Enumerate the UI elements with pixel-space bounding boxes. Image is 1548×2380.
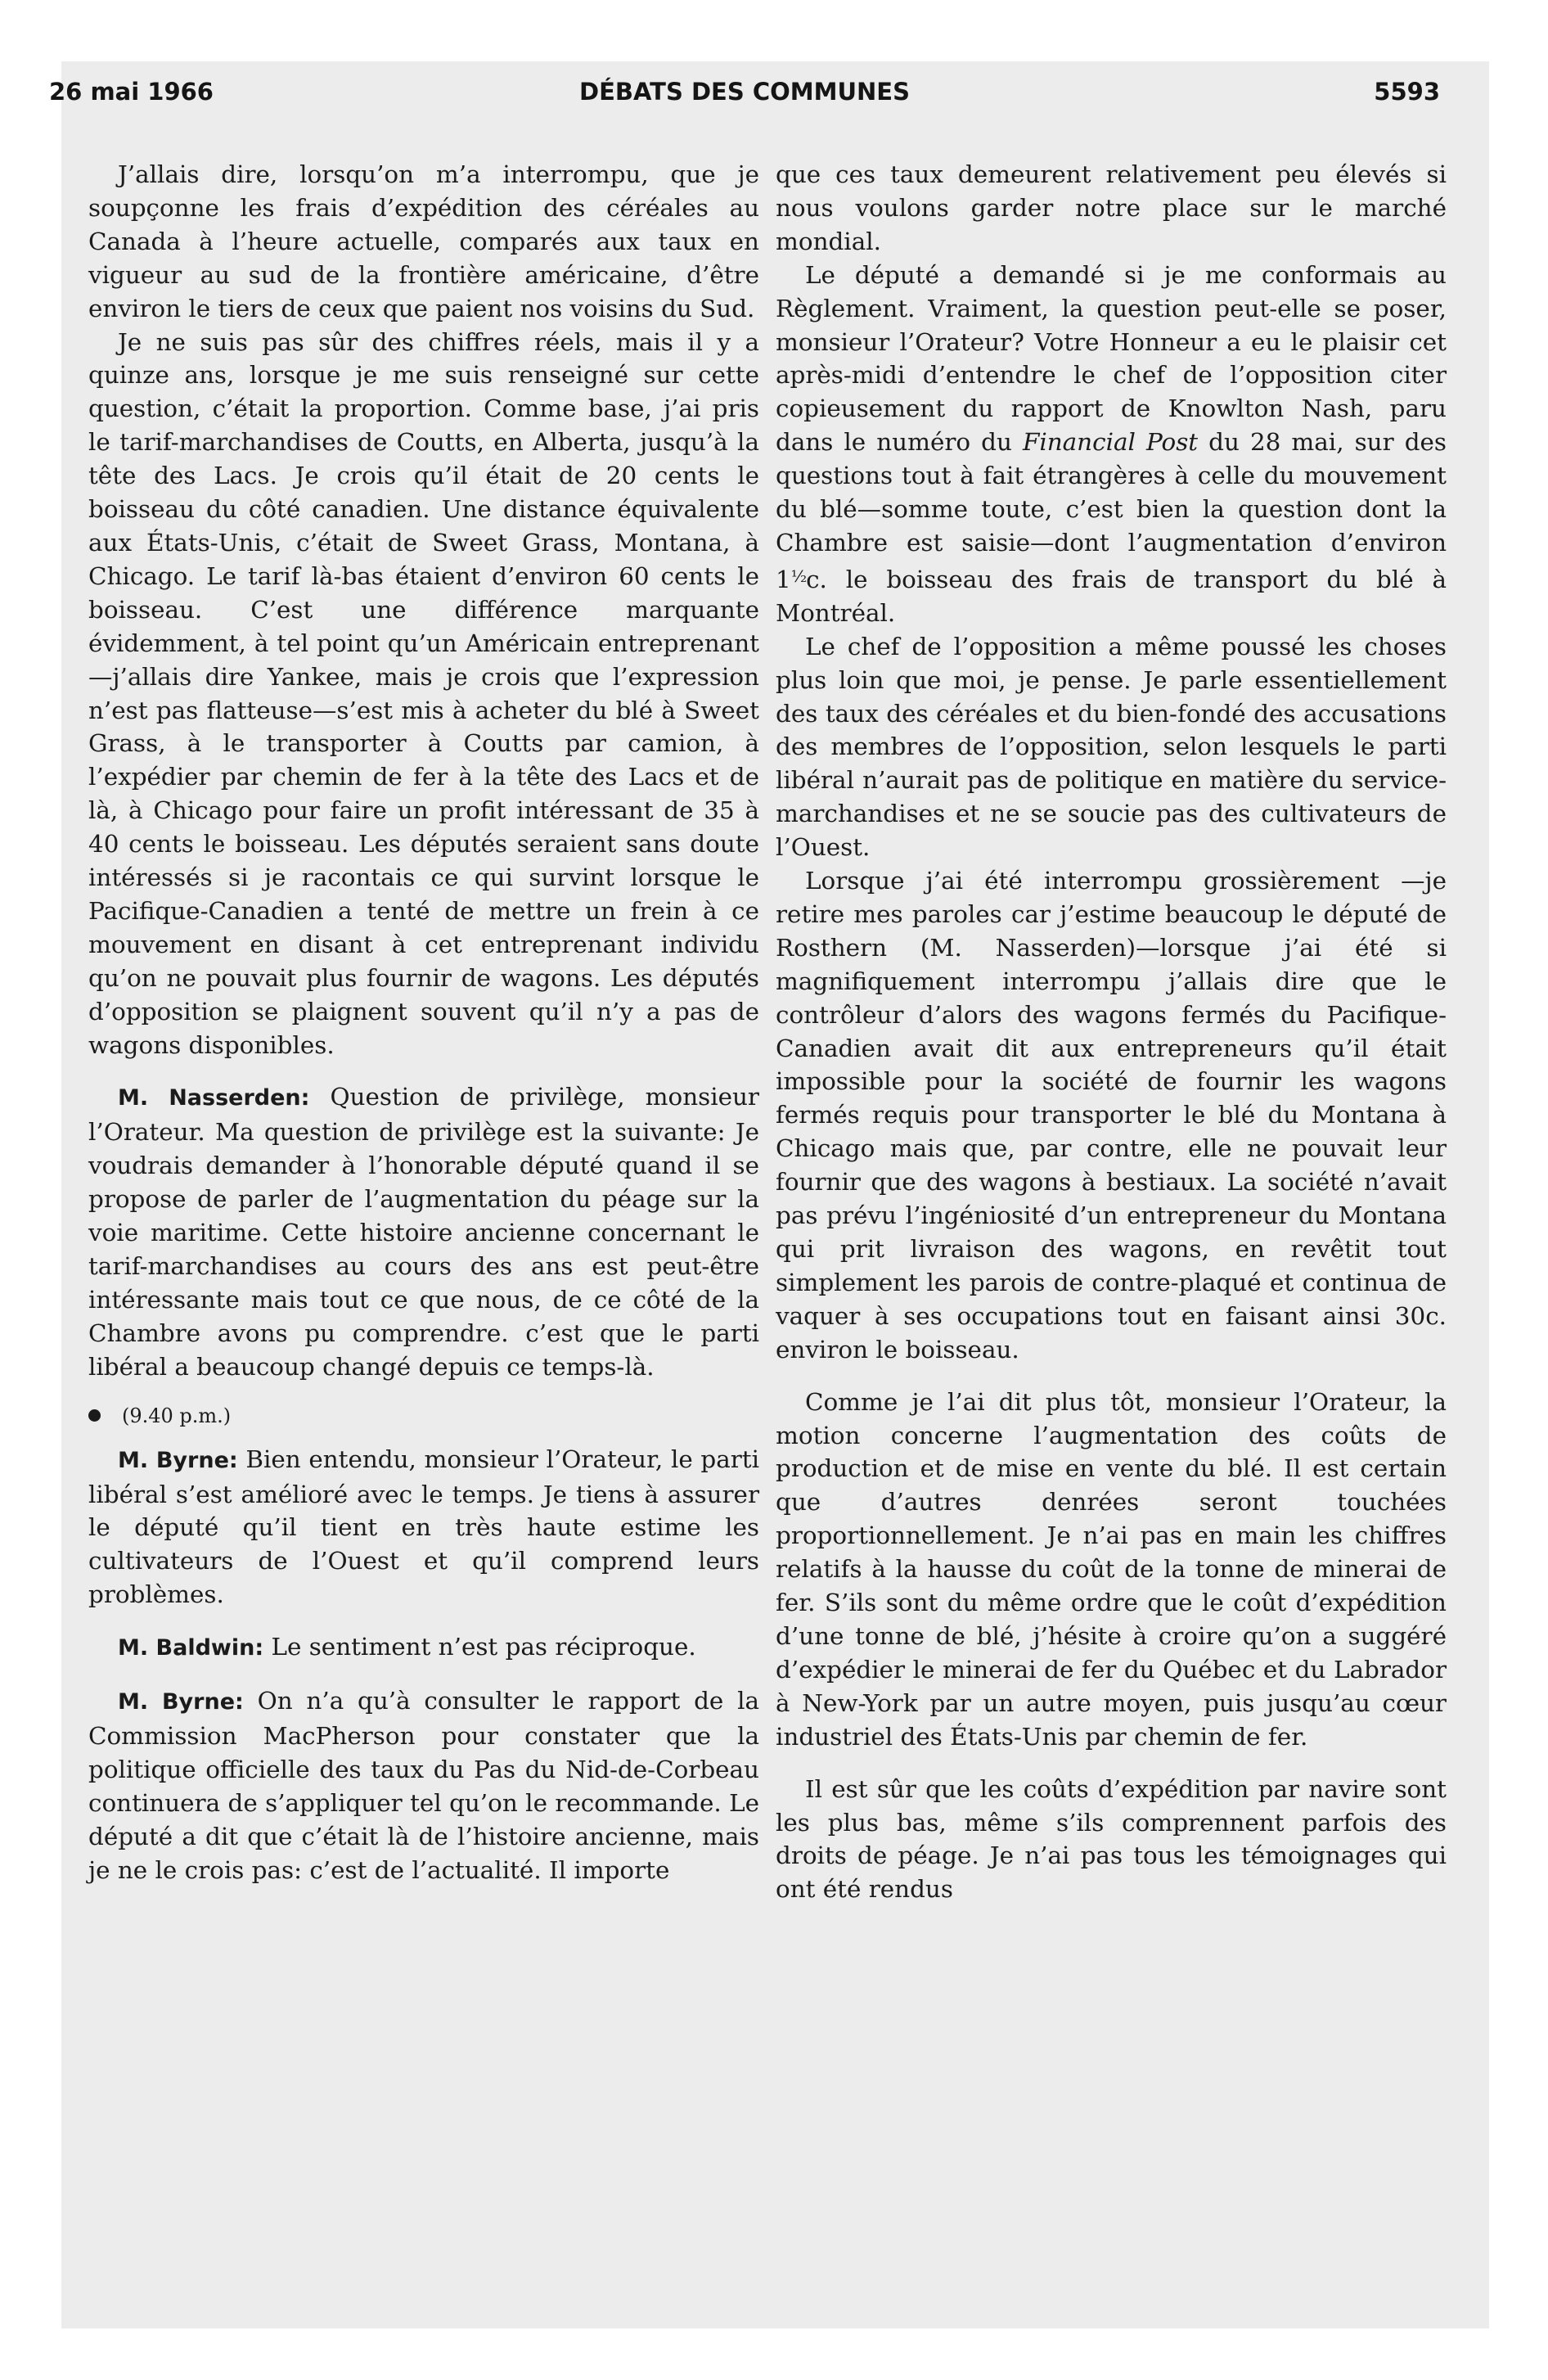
speech-text: Le sentiment n’est pas réciproque. <box>263 1633 696 1661</box>
paragraph-intro: J’allais dire, lorsqu’on m’a interrompu, que je soupçonne les frais d’expédition des céréales au Canada à l’heure actuelle, comparés aux taux en vigueur au sud de la frontière américaine, d’être environ le tiers de ceux que paient nos voisins du Sud. <box>88 160 759 322</box>
paragraph-motion: Comme je l’ai dit plus tôt, monsieur l’Orateur, la motion concerne l’augmentation des coûts de production et de mise en vente du blé. Il est certain que d’autres denrées seront touchées proportionnellement. Je n’ai pas en main les chiffres relatifs à la hausse du coût de la tonne de minerai de fer. S’ils sont du même ordre que le coût d’expédition d’une tonne de blé, j’hésite à croire qu’on a suggéré d’expédier le minerai de fer du Québec et du Labrador à New-York par un autre moyen, puis jusqu’au cœur industriel des États-Unis par chemin de fer. <box>776 1387 1447 1751</box>
text-segment: Le député a demandé si je me conformais au Règlement. Vraiment, la question peut-elle se poser, monsieur l’Orateur? Votre Honneur a eu le plaisir cet après-midi d’entendre le chef de l’opposition citer copieusement du rapport de Knowlton Nash, paru dans le numéro du <box>776 260 1447 457</box>
right-column <box>776 158 1447 1906</box>
publication-title: Financial Post <box>1022 428 1199 457</box>
page-header <box>49 78 1440 119</box>
speaker-name: M. Byrne: <box>118 1689 244 1715</box>
speaker-name: M. Byrne: <box>118 1447 238 1473</box>
bullet-icon <box>88 1409 101 1422</box>
speech-byrne-2 <box>88 1684 759 1886</box>
timestamp <box>88 1402 759 1430</box>
speech-text: On n’a qu’à consulter le rapport de la Commission MacPherson pour constater que la politique officielle des taux du Pas du Nid-de-Corbeau continuera de s’appliquer tel qu’on le recommande. Le député a dit que c’était là de l’histoire ancienne, mais je ne le crois pas: c’est de l’actualité. Il importe <box>88 1687 760 1884</box>
header-page-number: 5593 <box>1374 78 1440 106</box>
header-title: DÉBATS DES COMMUNES <box>579 78 910 106</box>
speech-byrne-1 <box>88 1443 759 1612</box>
timestamp-text: (9.40 p.m.) <box>122 1404 232 1427</box>
paragraph-tariff-story: Je ne suis pas sûr des chiffres réels, mais il y a quinze ans, lorsque je me suis renseigné sur cette question, c’était la proportion. Comme base, j’ai pris le tarif-marchandises de Coutts, en Alberta, jusqu’à la tête des Lacs. Je crois qu’il était de 20 cents le boisseau du côté canadien. Une distance équivalente aux États-Unis, c’était de Sweet Grass, Montana, à Chicago. Le tarif là-bas étaient d’environ 60 cents le boisseau. C’est une différence marquante évidemment, à tel point qu’un Américain entreprenant—j’allais dire Yankee, mais je crois que l’expression n’est pas flatteuse—s’est mis à acheter du blé à Sweet Grass, à le transporter à Coutts par camion, à l’expédier par chemin de fer à la tête des Lacs et de là, à Chicago pour faire un profit intéressant de 35 à 40 cents le boisseau. Les députés seraient sans doute intéressés si je racontais ce qui survint lorsque le Pacifique-Canadien a tenté de mettre un frein à ce mouvement en disant à cet entreprenant individu qu’on ne pouvait plus fournir de wagons. Les députés d’opposition se plaignent souvent qu’il n’y a pas de wagons disponibles. <box>88 327 759 1059</box>
text-segment: c. le boisseau des frais de transport du blé à Montréal. <box>776 565 1447 627</box>
paragraph-shipping: Il est sûr que les coûts d’expédition par navire sont les plus bas, même s’ils comprennent parfois des droits de péage. Je n’ai pas tous les témoignages qui ont été rendus <box>776 1774 1447 1904</box>
speaker-name: M. Baldwin: <box>118 1635 264 1661</box>
speech-nasserden <box>88 1080 759 1383</box>
left-column <box>88 158 759 1887</box>
speaker-name: M. Nasserden: <box>118 1085 310 1111</box>
paragraph-continuation: que ces taux demeurent relativement peu élevés si nous voulons garder notre place sur le marché mondial. <box>776 160 1447 255</box>
speech-text: Bien entendu, monsieur l’Orateur, le parti libéral s’est amélioré avec le temps. Je tiens à assurer le député qu’il tient en très haute estime les cultivateurs de l’Ouest et qu’il comprend leurs problèmes. <box>88 1445 759 1609</box>
header-date: 26 mai 1966 <box>49 78 214 106</box>
paragraph-reglement <box>776 259 1447 630</box>
fraction: ½ <box>790 566 807 586</box>
paragraph-interruption: Lorsque j’ai été interrompu grossièrement —je retire mes paroles car j’estime beaucoup le député de Rosthern (M. Nasserden)—lorsque j’ai été si magnifiquement interrompu j’allais dire que le contrôleur d’alors des wagons fermés du Pacifique-Canadien avait dit aux entrepreneurs qu’il était impossible pour la société de fournir les wagons fermés requis pour transporter le blé du Montana à Chicago mais que, par contre, elle ne pouvait leur fournir que des wagons à bestiaux. La société n’avait pas prévu l’ingéniosité d’un entrepreneur du Montana qui prit livraison des wagons, en revêtit tout simplement les parois de contre-plaqué et continua de vaquer à ses occupations tout en faisant ainsi 30c. environ le boisseau. <box>776 867 1447 1364</box>
speech-baldwin <box>88 1630 759 1666</box>
paragraph-opposition: Le chef de l’opposition a même poussé les choses plus loin que moi, je pense. Je parle essentiellement des taux des céréales et du bien-fondé des accusations des membres de l’opposition, selon lesquels le parti libéral n’aurait pas de politique en matière du service-marchandises et ne se soucie pas des cultivateurs de l’Ouest. <box>776 632 1447 862</box>
text-segment: du 28 mai, sur des questions tout à fait étrangères à celle du mouvement du blé—somme toute, c’est bien la question dont la Chambre est saisie—dont l’augmentation d’environ 1 <box>776 428 1447 593</box>
speech-text: Question de privilège, monsieur l’Orateur. Ma question de privilège est la suivante: Je voudrais demander à l’honorable député quand il se propose de parler de l’augmentation du péage sur la voie maritime. Cette histoire ancienne concernant le tarif-marchandises au cours des ans est peut-être intéressante mais tout ce que nous, de ce côté de la Chambre avons pu comprendre. c’est que le parti libéral a beaucoup changé depuis ce temps-là. <box>88 1083 759 1381</box>
